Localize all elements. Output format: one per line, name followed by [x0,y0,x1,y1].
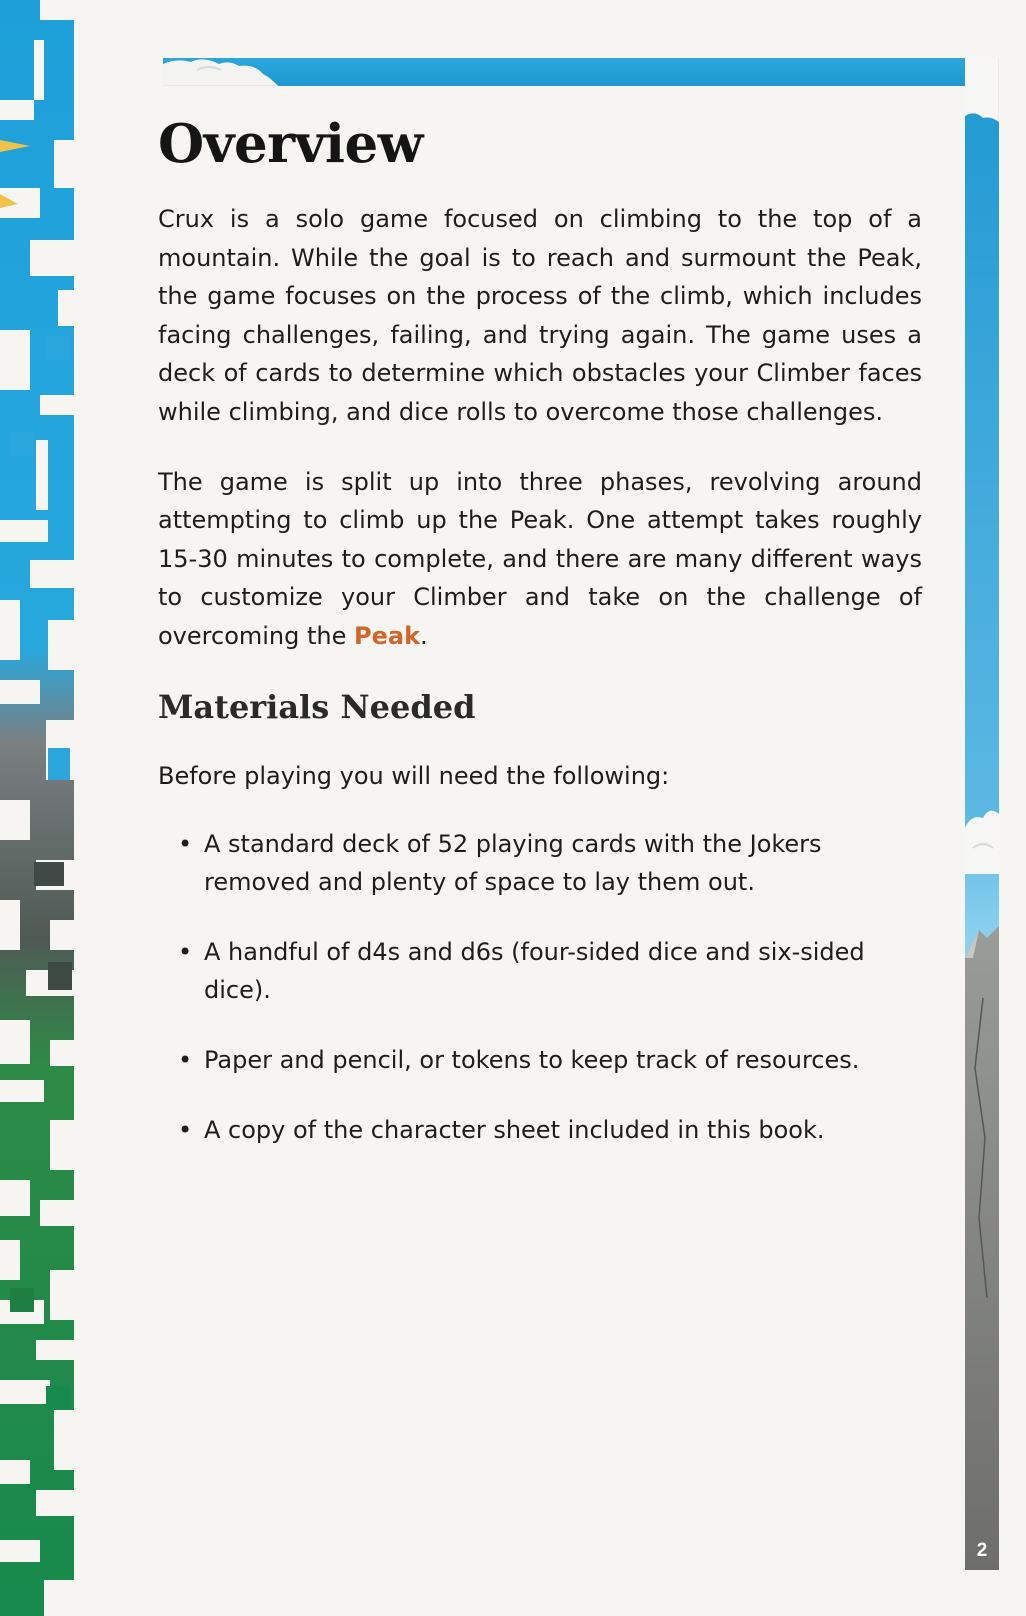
phases-paragraph-end: . [420,621,428,650]
peak-highlight: Peak [354,621,421,650]
list-item [178,1041,922,1080]
cloud-left-icon [163,58,278,86]
bullet-icon: • [178,1045,193,1074]
phases-paragraph-text: The game is split up into three phases, revolving around attempting to climb up the Peak. One attempt takes roughly 15-30 minutes to complete, and there are many different ways to customize your Climber and take on the challenge of overcoming the [158,467,922,650]
list-item-text: A handful of d4s and d6s (four-sided dice and six-sided dice). [204,937,865,1005]
list-item-text: A standard deck of 52 playing cards with the Jokers removed and plenty of space to lay them out. [204,829,822,897]
materials-heading: Materials Needed [158,687,476,726]
page-content [158,112,922,1180]
list-item-text: A copy of the character sheet included in this book. [204,1115,825,1144]
phases-paragraph [158,463,922,656]
list-item [178,933,922,1010]
top-decorative-bar [163,58,999,86]
materials-lead: Before playing you will need the following: [158,761,670,790]
bullet-icon: • [178,937,193,966]
right-decorative-bar [965,58,999,1570]
left-decorative-border [0,0,74,1616]
list-item [178,1111,922,1150]
bullet-icon: • [178,829,193,858]
list-item [178,825,922,902]
list-item-text: Paper and pencil, or tokens to keep track of resources. [204,1045,860,1074]
bullet-icon: • [178,1115,193,1144]
intro-paragraph: Crux is a solo game focused on climbing to the top of a mountain. While the goal is to reach and surmount the Peak, the game focuses on the process of the climb, which includes facing challenges, failing, and trying again. The game uses a deck of cards to determine which obstacles your Climber faces while climbing, and dice rolls to overcome those challenges. [158,205,922,426]
materials-list [158,825,922,1150]
page-number: 2 [976,1540,988,1561]
page-title: Overview [158,113,423,175]
